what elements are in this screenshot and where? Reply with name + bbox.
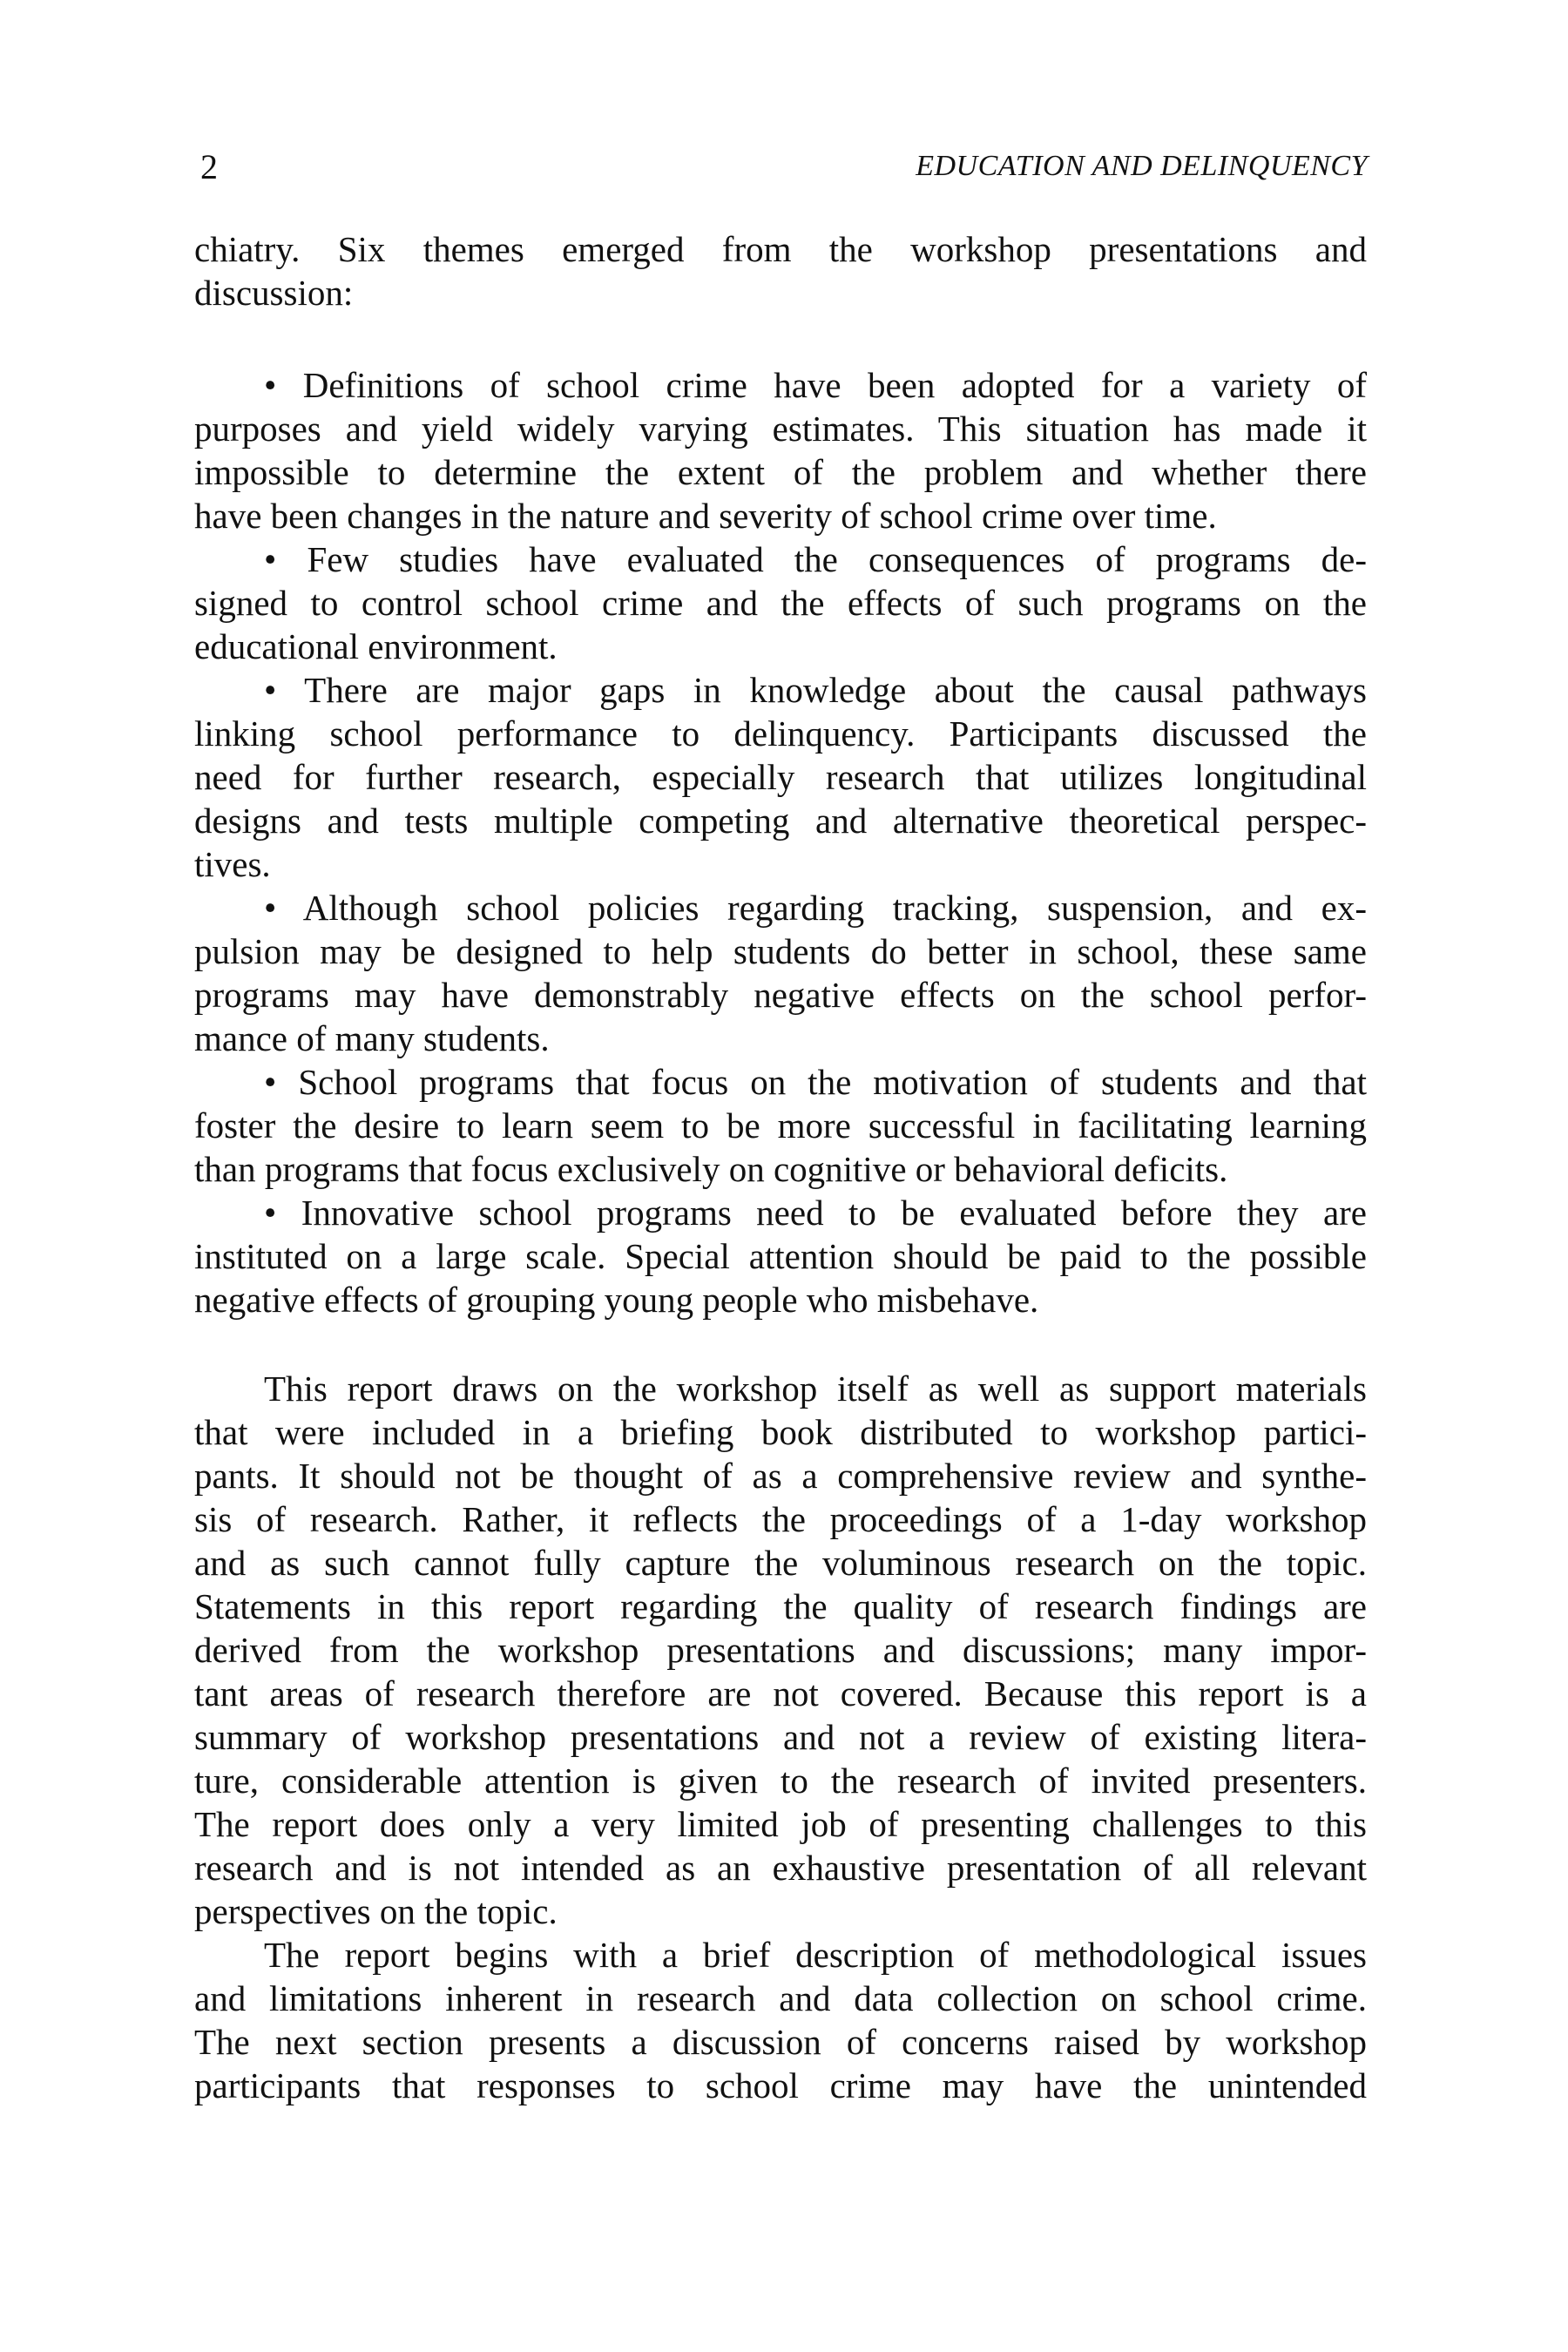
text-line: purposes and yield widely varying estimates. This situation has made it	[194, 409, 1367, 449]
text-line: need for further research, especially research that utilizes longitudinal	[194, 757, 1367, 797]
text-line: have been changes in the nature and severity of school crime over time.	[194, 496, 1217, 536]
text-line: tives.	[194, 844, 271, 884]
text-line: • School programs that focus on the motivation of students and that	[264, 1062, 1367, 1102]
bullet-item	[194, 1060, 1367, 1191]
intro-paragraph	[194, 227, 1367, 314]
text-line: discussion:	[194, 273, 354, 313]
text-line: chiatry. Six themes emerged from the workshop presentations and	[194, 229, 1367, 269]
text-line: The next section presents a discussion of concerns raised by workshop	[194, 2022, 1367, 2062]
text-line: The report does only a very limited job of presenting challenges to this	[194, 1804, 1367, 1844]
bullet-item	[194, 886, 1367, 1060]
text-line: instituted on a large scale. Special attention should be paid to the possible	[194, 1236, 1367, 1276]
text-line: Statements in this report regarding the quality of research findings are	[194, 1586, 1367, 1626]
text-line: educational environment.	[194, 626, 558, 666]
text-line: • Few studies have evaluated the consequences of programs de-	[264, 539, 1367, 579]
paragraph	[194, 1367, 1367, 1933]
text-line: sis of research. Rather, it reflects the proceedings of a 1-day workshop	[194, 1499, 1367, 1539]
text-line: linking school performance to delinquency. Participants discussed the	[194, 713, 1367, 754]
text-line: than programs that focus exclusively on cognitive or behavioral deficits.	[194, 1149, 1228, 1189]
text-line: impossible to determine the extent of the problem and whether there	[194, 452, 1367, 492]
text-line: • Definitions of school crime have been adopted for a variety of	[264, 365, 1367, 405]
text-line: that were included in a briefing book distributed to workshop partici-	[194, 1412, 1367, 1452]
text-line: • Innovative school programs need to be evaluated before they are	[264, 1193, 1367, 1233]
bullet-item	[194, 668, 1367, 886]
bullet-item	[194, 363, 1367, 537]
text-line: summary of workshop presentations and not a review of existing litera-	[194, 1717, 1367, 1757]
text-line: negative effects of grouping young people who misbehave.	[194, 1280, 1039, 1320]
text-line: • Although school policies regarding tracking, suspension, and ex-	[264, 888, 1367, 928]
page-number: 2	[200, 147, 218, 186]
bullet-list	[194, 363, 1367, 1321]
bullet-item	[194, 1191, 1367, 1321]
text-line: foster the desire to learn seem to be more successful in facilitating learning	[194, 1105, 1367, 1146]
text-line: The report begins with a brief description of methodological issues	[264, 1935, 1367, 1975]
text-line: This report draws on the workshop itself as well as support materials	[264, 1369, 1367, 1409]
text-line: perspectives on the topic.	[194, 1891, 558, 1931]
text-line: research and is not intended as an exhaustive presentation of all relevant	[194, 1848, 1367, 1888]
text-line: tant areas of research therefore are not covered. Because this report is a	[194, 1673, 1367, 1713]
intro-text	[194, 227, 1367, 314]
text-line: and as such cannot fully capture the voluminous research on the topic.	[194, 1543, 1367, 1583]
text-line: participants that responses to school crime may have the unintended	[194, 2065, 1367, 2105]
text-line: derived from the workshop presentations and discussions; many impor-	[194, 1630, 1367, 1670]
text-line: ture, considerable attention is given to the research of invited presenters.	[194, 1761, 1367, 1801]
text-line: programs may have demonstrably negative effects on the school perfor-	[194, 975, 1367, 1015]
body-paragraphs	[194, 1367, 1367, 2107]
text-line: • There are major gaps in knowledge about the causal pathways	[264, 670, 1367, 710]
text-line: mance of many students.	[194, 1018, 550, 1058]
text-line: pulsion may be designed to help students do better in school, these same	[194, 931, 1367, 971]
text-line: designs and tests multiple competing and alternative theoretical perspec-	[194, 801, 1367, 841]
text-line: signed to control school crime and the effects of such programs on the	[194, 583, 1367, 623]
text-line: and limitations inherent in research and data collection on school crime.	[194, 1978, 1367, 2018]
text-line: pants. It should not be thought of as a comprehensive review and synthe-	[194, 1456, 1367, 1496]
paragraph	[194, 1933, 1367, 2107]
running-head: EDUCATION AND DELINQUENCY	[916, 150, 1368, 182]
bullet-item	[194, 537, 1367, 668]
